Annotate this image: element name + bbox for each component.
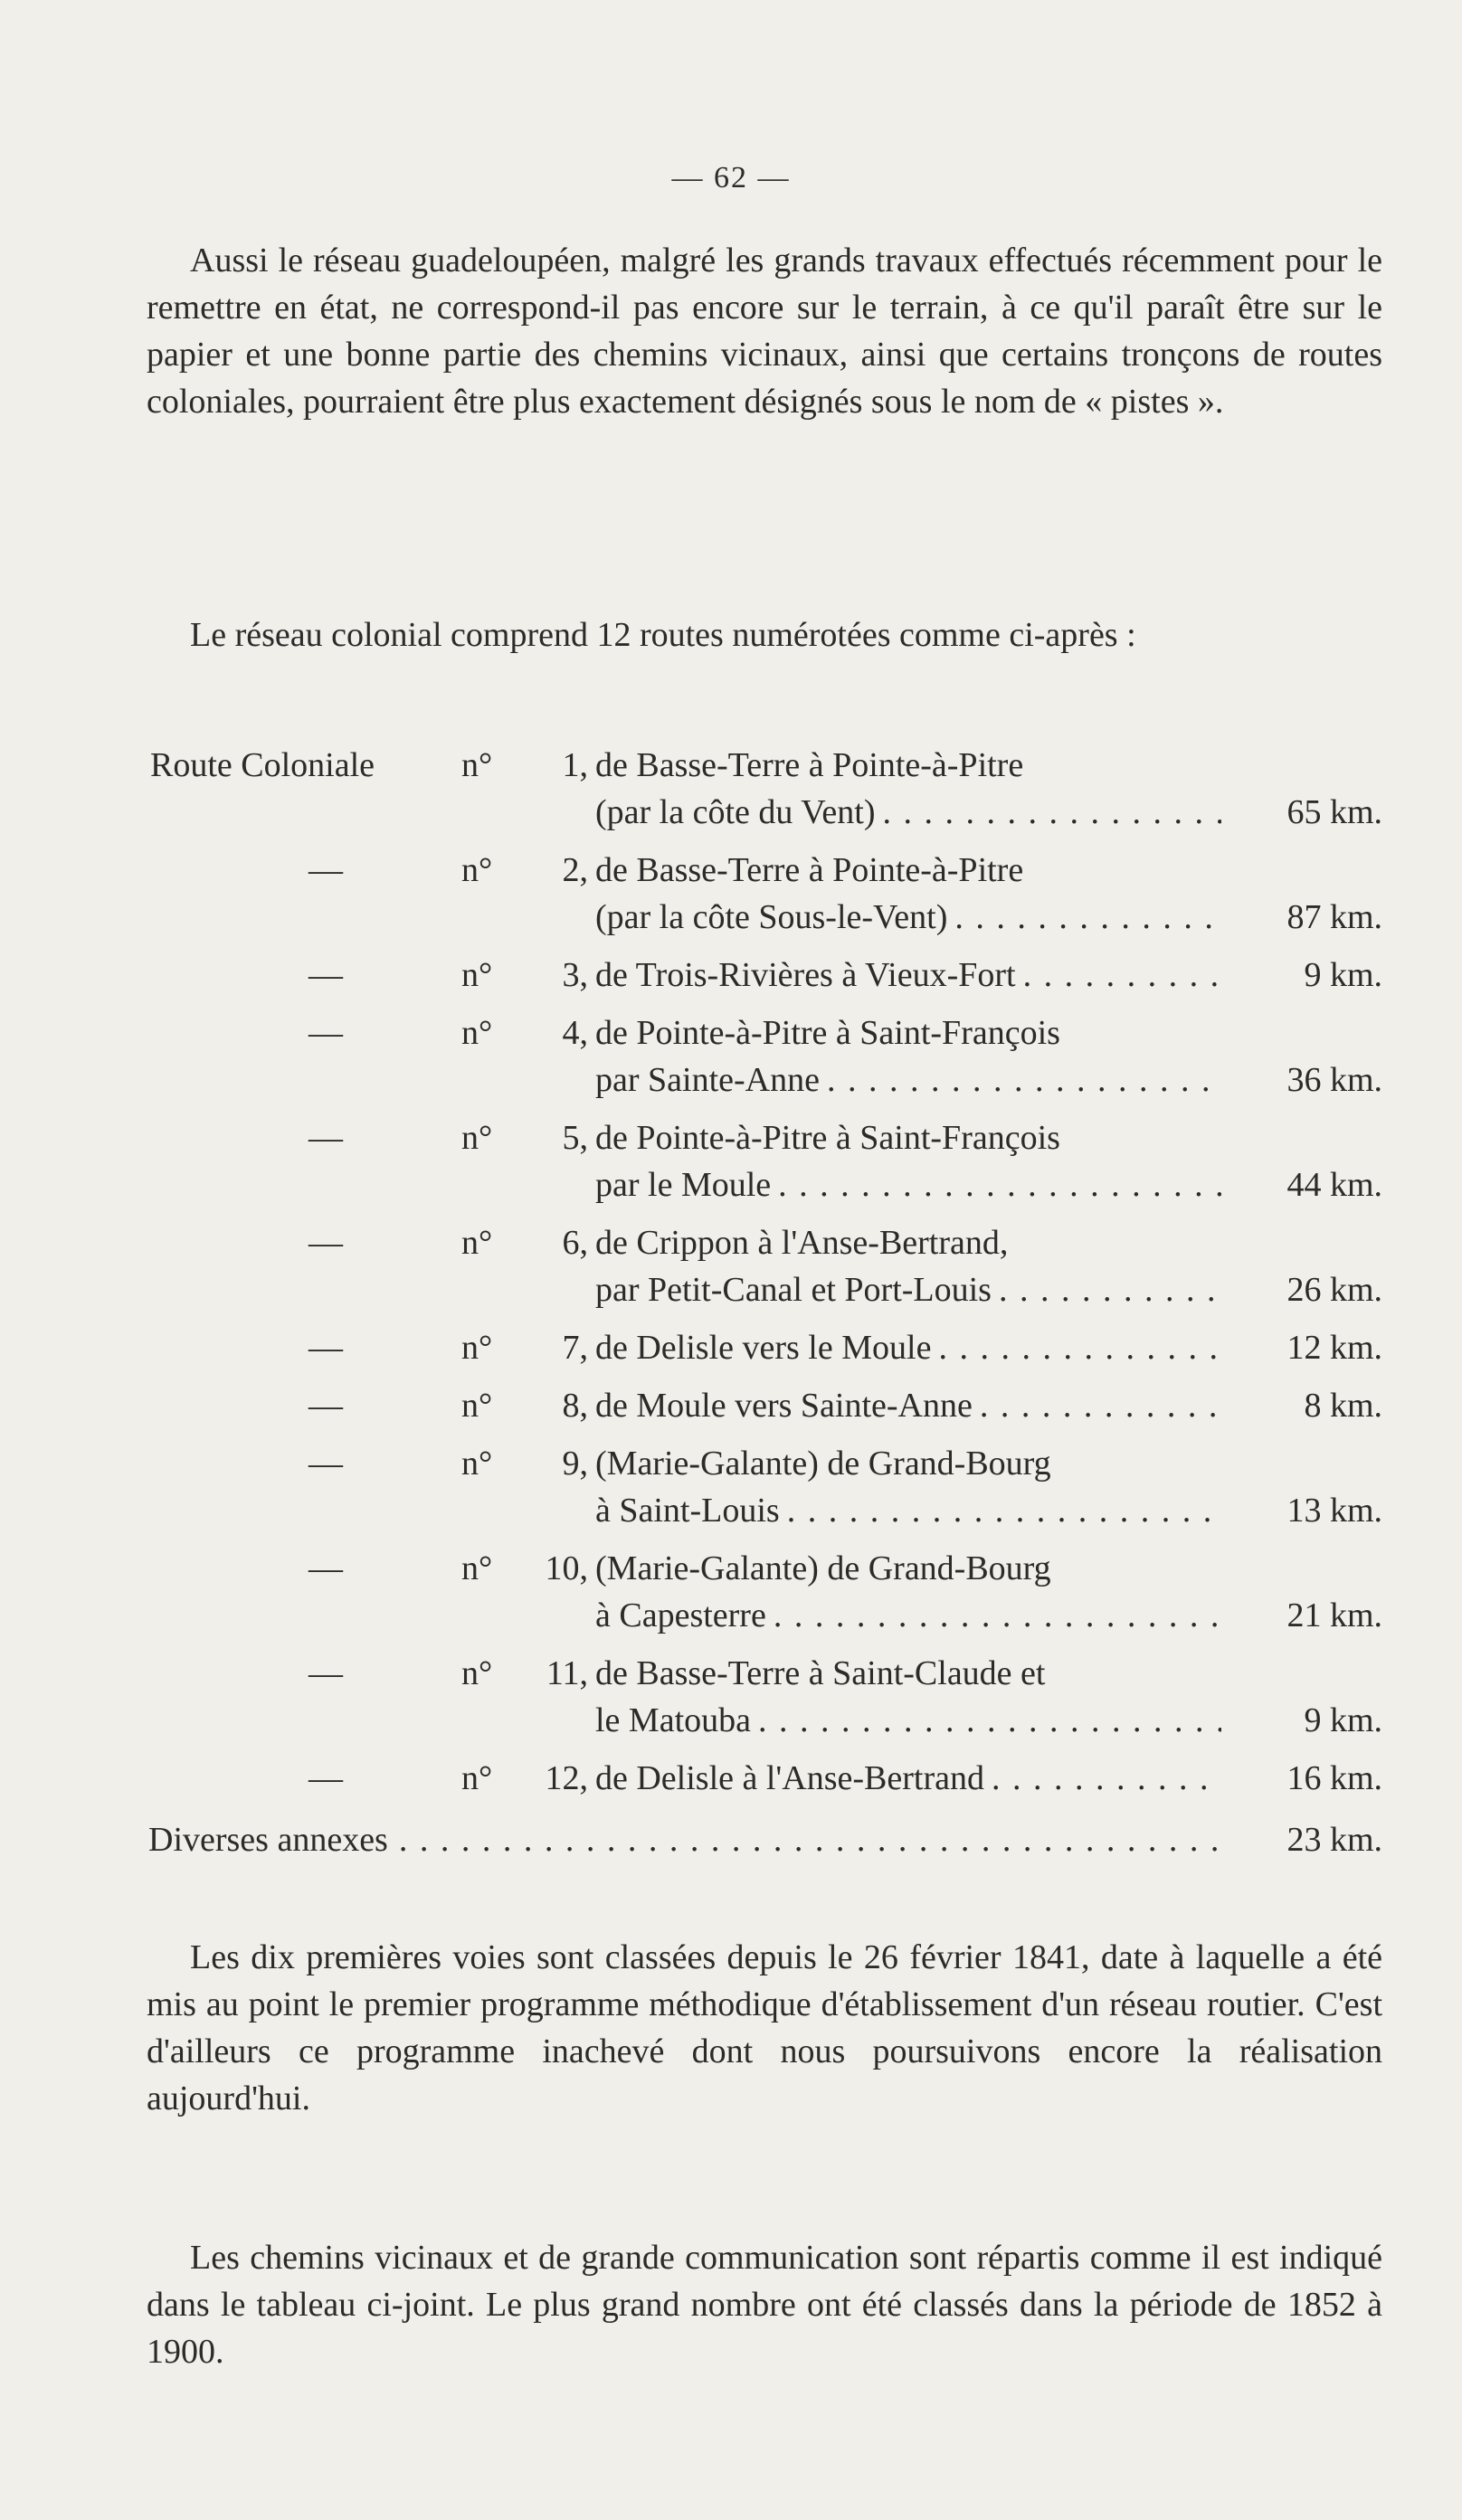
route-row-5 xyxy=(0,1114,1462,1219)
paragraph-classification: Les dix premières voies sont classées depuis le 26 février 1841, date à laquelle a été mis au point le premier programme méthodique d'établissement d'un réseau routier. C'est d'ailleurs ce programme inachevé dont nous poursuivons encore la réalisation aujourd'hui. xyxy=(147,1938,1382,2117)
route-no: n° xyxy=(461,1329,493,1367)
route-desc-line1: de Basse-Terre à Pointe-à-Pitre xyxy=(595,851,1024,889)
route-desc-line1: de Crippon à l'Anse-Bertrand, xyxy=(595,1224,1009,1262)
route-distance: 16 km. xyxy=(1286,1759,1382,1797)
leader-dots xyxy=(827,1056,1221,1104)
annex-distance: 23 km. xyxy=(1286,1821,1382,1859)
route-number: 3, xyxy=(562,956,588,994)
route-desc-line1: de Basse-Terre à Saint-Claude et xyxy=(595,1654,1046,1692)
route-dash: — xyxy=(309,1759,343,1797)
route-desc-line2: le Matouba xyxy=(595,1701,752,1739)
route-dash: — xyxy=(309,1329,343,1367)
route-row-8 xyxy=(0,1382,1462,1440)
route-number: 6, xyxy=(562,1224,588,1262)
route-desc xyxy=(595,1114,1229,1208)
route-dash: — xyxy=(309,1014,343,1052)
route-desc-line2: (par la côte du Vent) xyxy=(595,793,876,831)
route-desc xyxy=(595,1755,1229,1802)
route-row-7 xyxy=(0,1324,1462,1382)
route-dash: — xyxy=(309,1224,343,1262)
routes-table xyxy=(0,742,1462,1813)
route-desc-line2: par Petit-Canal et Port-Louis xyxy=(595,1271,992,1309)
route-desc-line2: à Capesterre xyxy=(595,1596,766,1634)
route-desc-line1: de Delisle à l'Anse-Bertrand xyxy=(595,1759,984,1797)
paragraph-vicinal: Les chemins vicinaux et de grande communication sont répartis comme il est indiqué dans le tableau ci-joint. Le plus grand nombre ont été classés dans la période de 1852 à 1900. xyxy=(147,2239,1382,2371)
route-no: n° xyxy=(461,1119,493,1157)
leader-dots xyxy=(1023,952,1221,999)
route-distance: 44 km. xyxy=(1286,1166,1382,1204)
route-row-1 xyxy=(0,742,1462,847)
route-desc-line1: de Delisle vers le Moule xyxy=(595,1329,932,1367)
route-number: 7, xyxy=(562,1329,588,1367)
route-desc xyxy=(595,1219,1229,1313)
leader-dots xyxy=(787,1487,1221,1534)
leader-dots xyxy=(399,1816,1227,1863)
route-no: n° xyxy=(461,1445,493,1483)
route-row-12 xyxy=(0,1755,1462,1813)
route-dash: — xyxy=(309,1549,343,1587)
route-desc xyxy=(595,1545,1229,1639)
route-number: 1, xyxy=(562,746,588,784)
annex-row xyxy=(148,1816,1382,1863)
route-number: 12, xyxy=(545,1759,588,1797)
route-no: n° xyxy=(461,851,493,889)
route-desc xyxy=(595,1009,1229,1104)
route-distance: 9 km. xyxy=(1304,956,1382,994)
route-distance: 13 km. xyxy=(1286,1492,1382,1530)
route-dash: — xyxy=(309,1445,343,1483)
route-number: 4, xyxy=(562,1014,588,1052)
route-row-9 xyxy=(0,1440,1462,1545)
route-distance: 36 km. xyxy=(1286,1061,1382,1099)
route-distance: 9 km. xyxy=(1304,1701,1382,1739)
route-desc-line1: (Marie-Galante) de Grand-Bourg xyxy=(595,1549,1051,1587)
paragraph-network: Le réseau colonial comprend 12 routes numérotées comme ci-après : xyxy=(190,616,1136,654)
leader-dots xyxy=(778,1161,1221,1208)
route-desc-line2: à Saint-Louis xyxy=(595,1492,780,1530)
route-desc xyxy=(595,1324,1229,1371)
route-distance: 87 km. xyxy=(1286,898,1382,936)
route-dash: — xyxy=(309,956,343,994)
route-distance: 8 km. xyxy=(1304,1387,1382,1425)
route-desc xyxy=(595,1382,1229,1429)
route-distance: 12 km. xyxy=(1286,1329,1382,1367)
route-dash: — xyxy=(309,1119,343,1157)
route-desc-line1: de Pointe-à-Pitre à Saint-François xyxy=(595,1014,1060,1052)
route-no: n° xyxy=(461,746,493,784)
route-dash: — xyxy=(309,1654,343,1692)
route-desc-line1: de Moule vers Sainte-Anne xyxy=(595,1387,973,1425)
leader-dots xyxy=(938,1324,1221,1371)
route-desc xyxy=(595,1440,1229,1534)
route-number: 9, xyxy=(562,1445,588,1483)
route-number: 8, xyxy=(562,1387,588,1425)
route-desc-line2: par Sainte-Anne xyxy=(595,1061,820,1099)
route-dash: — xyxy=(309,851,343,889)
route-desc-line1: de Basse-Terre à Pointe-à-Pitre xyxy=(595,746,1024,784)
route-row-11 xyxy=(0,1650,1462,1755)
route-distance: 21 km. xyxy=(1286,1596,1382,1634)
route-desc-line1: (Marie-Galante) de Grand-Bourg xyxy=(595,1445,1051,1483)
leader-dots xyxy=(999,1266,1221,1313)
route-desc xyxy=(595,847,1229,941)
route-number: 5, xyxy=(562,1119,588,1157)
route-no: n° xyxy=(461,1014,493,1052)
route-desc xyxy=(595,1650,1229,1744)
leader-dots xyxy=(758,1697,1221,1744)
page-number: — 62 — xyxy=(671,161,791,194)
route-row-2 xyxy=(0,847,1462,952)
leader-dots xyxy=(992,1755,1221,1802)
route-row-10 xyxy=(0,1545,1462,1650)
paragraph-intro: Aussi le réseau guadeloupéen, malgré les grands travaux effectués récemment pour le remettre en état, ne correspond-il pas encore sur le terrain, à ce qu'il paraît être sur le papier et une bonne partie des chemins vicinaux, ainsi que certains tronçons de routes coloniales, pourraient être plus exactement désignés sous le nom de « pistes ». xyxy=(147,242,1382,421)
route-no: n° xyxy=(461,1387,493,1425)
route-number: 10, xyxy=(545,1549,588,1587)
leader-dots xyxy=(883,789,1221,836)
route-row-6 xyxy=(0,1219,1462,1324)
leader-dots xyxy=(954,894,1221,941)
annex-label: Diverses annexes xyxy=(148,1821,388,1859)
route-no: n° xyxy=(461,1549,493,1587)
leader-dots xyxy=(774,1592,1221,1639)
route-no: n° xyxy=(461,1224,493,1262)
route-number: 11, xyxy=(546,1654,588,1692)
route-row-3 xyxy=(0,952,1462,1009)
leader-dots xyxy=(980,1382,1221,1429)
route-no: n° xyxy=(461,956,493,994)
route-dash: — xyxy=(309,1387,343,1425)
route-distance: 65 km. xyxy=(1286,793,1382,831)
route-label: Route Coloniale xyxy=(150,746,375,784)
route-no: n° xyxy=(461,1654,493,1692)
route-desc xyxy=(595,952,1229,999)
route-desc xyxy=(595,742,1229,836)
route-desc-line1: de Pointe-à-Pitre à Saint-François xyxy=(595,1119,1060,1157)
route-distance: 26 km. xyxy=(1286,1271,1382,1309)
route-row-4 xyxy=(0,1009,1462,1114)
route-desc-line2: (par la côte Sous-le-Vent) xyxy=(595,898,948,936)
route-desc-line1: de Trois-Rivières à Vieux-Fort xyxy=(595,956,1016,994)
route-number: 2, xyxy=(562,851,588,889)
route-no: n° xyxy=(461,1759,493,1797)
route-desc-line2: par le Moule xyxy=(595,1166,772,1204)
